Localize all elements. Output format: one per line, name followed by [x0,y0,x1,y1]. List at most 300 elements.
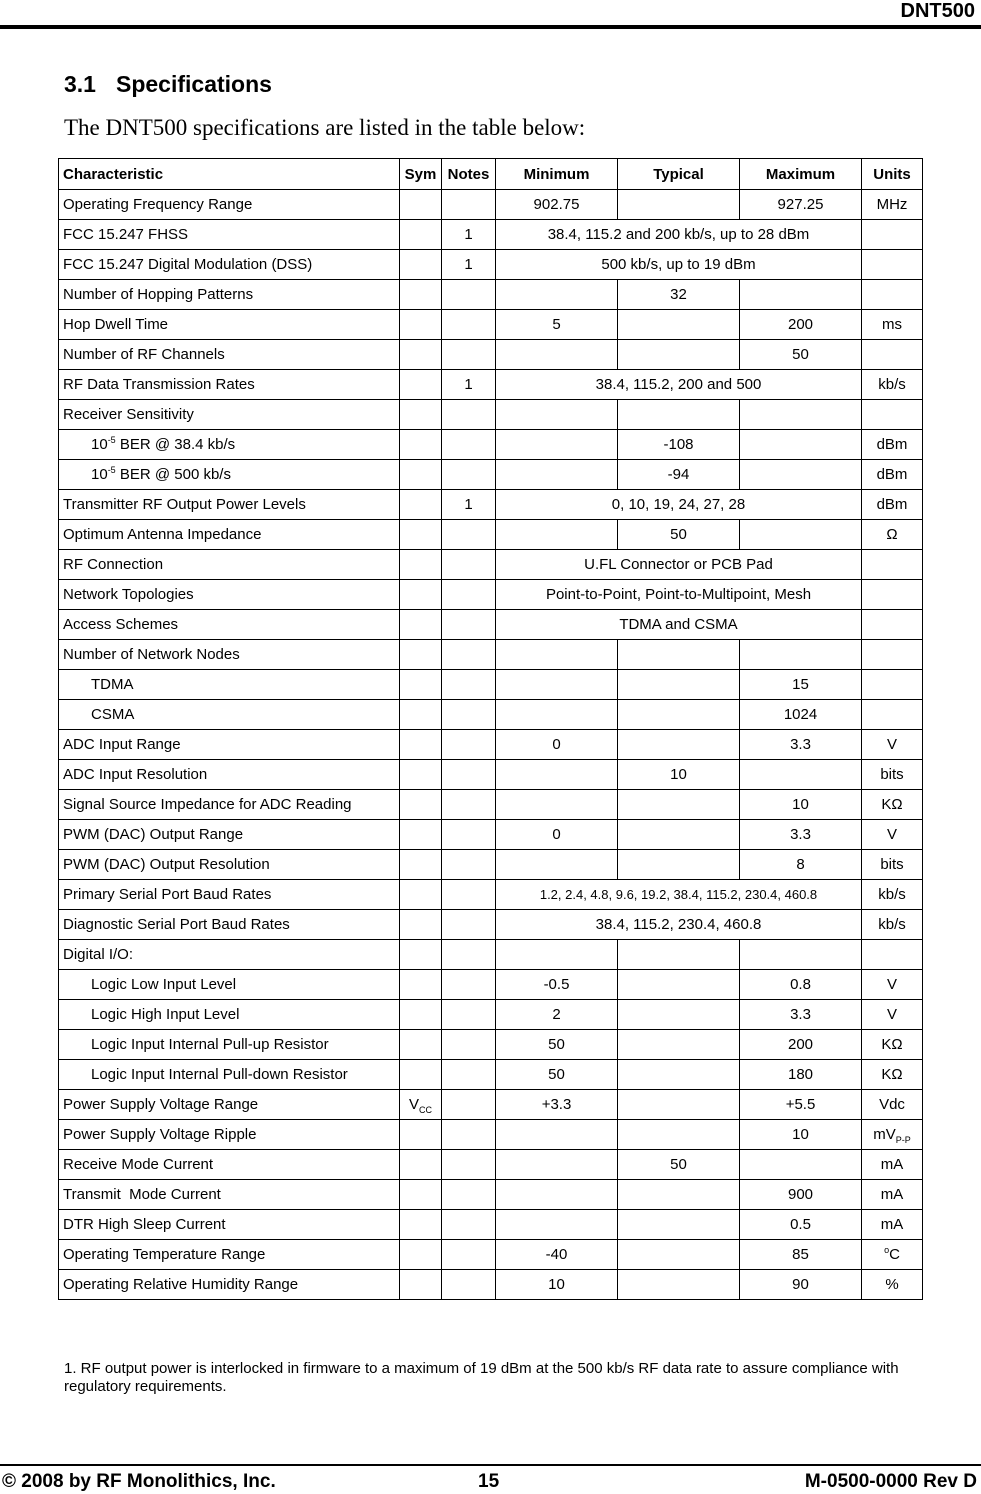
minimum-cell: 10 [496,1270,618,1300]
sym-cell [400,1150,442,1180]
table-row [59,730,923,760]
value-span-cell: Point-to-Point, Point-to-Multipoint, Mesh [496,580,862,610]
value-span-cell: 0, 10, 19, 24, 27, 28 [496,490,862,520]
units-cell [862,220,923,250]
header-typical: Typical [618,159,740,190]
table-row [59,850,923,880]
minimum-cell [496,430,618,460]
minimum-cell [496,460,618,490]
table-row [59,820,923,850]
sym-cell [400,1000,442,1030]
maximum-cell [740,520,862,550]
sym-cell [400,430,442,460]
section-heading [64,70,272,98]
maximum-cell: 3.3 [740,730,862,760]
copyright-text: © 2008 by RF Monolithics, Inc. [2,1471,276,1492]
characteristic-cell: Number of Hopping Patterns [59,280,400,310]
characteristic-cell: Digital I/O: [59,940,400,970]
table-row [59,1210,923,1240]
maximum-cell: 1024 [740,700,862,730]
typical-cell [618,790,740,820]
characteristic-cell: Logic Low Input Level [59,970,400,1000]
maximum-cell [740,430,862,460]
units-cell: KΩ [862,1030,923,1060]
sym-cell [400,670,442,700]
document-title: DNT500 [900,0,975,22]
maximum-cell [740,460,862,490]
characteristic-cell: Operating Frequency Range [59,190,400,220]
units-cell [862,280,923,310]
notes-cell [442,550,496,580]
value-span-cell: 38.4, 115.2 and 200 kb/s, up to 28 dBm [496,220,862,250]
characteristic-cell: Access Schemes [59,610,400,640]
notes-cell [442,1000,496,1030]
section-number: 3.1 [64,71,96,97]
sym-cell [400,1120,442,1150]
minimum-cell [496,520,618,550]
units-cell: dBm [862,490,923,520]
table-row [59,670,923,700]
characteristic-cell: CSMA [59,700,400,730]
table-row [59,1000,923,1030]
typical-cell [618,1270,740,1300]
characteristic-cell: Logic Input Internal Pull-down Resistor [59,1060,400,1090]
notes-cell [442,460,496,490]
units-cell [862,670,923,700]
notes-cell [442,520,496,550]
minimum-cell: 5 [496,310,618,340]
notes-cell: 1 [442,250,496,280]
characteristic-cell: Diagnostic Serial Port Baud Rates [59,910,400,940]
sym-cell [400,640,442,670]
minimum-cell: 50 [496,1030,618,1060]
typical-cell [618,850,740,880]
sym-cell [400,580,442,610]
table-row [59,1240,923,1270]
sym-cell [400,400,442,430]
units-cell [862,640,923,670]
degree-symbol: o [884,1245,890,1255]
units-cell: KΩ [862,790,923,820]
maximum-cell: 10 [740,1120,862,1150]
typical-cell: 50 [618,1150,740,1180]
notes-cell [442,940,496,970]
units-cell [862,610,923,640]
typical-cell [618,700,740,730]
notes-cell [442,580,496,610]
typical-cell [618,1240,740,1270]
minimum-cell: 902.75 [496,190,618,220]
minimum-cell [496,1210,618,1240]
intro-text: The DNT500 specifications are listed in the table below: [64,115,586,140]
notes-cell [442,790,496,820]
typical-cell: 32 [618,280,740,310]
characteristic-cell: Primary Serial Port Baud Rates [59,880,400,910]
ber-base: 10 [91,466,108,483]
notes-cell [442,820,496,850]
maximum-cell: 50 [740,340,862,370]
table-row [59,310,923,340]
notes-cell: 1 [442,490,496,520]
notes-cell [442,1240,496,1270]
notes-cell [442,760,496,790]
units-cell: V [862,1000,923,1030]
notes-cell [442,850,496,880]
minimum-cell: 0 [496,820,618,850]
characteristic-cell: Logic Input Internal Pull-up Resistor [59,1030,400,1060]
sym-cell [400,250,442,280]
units-cell [862,550,923,580]
maximum-cell [740,760,862,790]
characteristic-cell: Power Supply Voltage Ripple [59,1120,400,1150]
table-row [59,880,923,910]
notes-cell [442,1060,496,1090]
notes-cell [442,700,496,730]
notes-cell [442,910,496,940]
units-cell: dBm [862,430,923,460]
minimum-cell [496,340,618,370]
notes-cell [442,280,496,310]
value-span-cell: 1.2, 2.4, 4.8, 9.6, 19.2, 38.4, 115.2, 230.4, 460.8 [496,880,862,910]
characteristic-cell: Transmitter RF Output Power Levels [59,490,400,520]
units-celsius: C [889,1246,900,1263]
ber-base: 10 [91,436,108,453]
ber-label: BER @ 38.4 kb/s [115,436,236,453]
characteristic-cell: Hop Dwell Time [59,310,400,340]
sym-cell [400,520,442,550]
table-row [59,190,923,220]
notes-cell: 1 [442,370,496,400]
units-cell [862,340,923,370]
typical-cell [618,730,740,760]
units-cell [862,580,923,610]
notes-cell [442,400,496,430]
minimum-cell [496,790,618,820]
units-cell: MHz [862,190,923,220]
sym-cell [400,850,442,880]
ber-exponent: -5 [107,435,116,445]
maximum-cell: 10 [740,790,862,820]
notes-cell [442,640,496,670]
minimum-cell: -0.5 [496,970,618,1000]
table-row [59,760,923,790]
sym-cell [400,340,442,370]
typical-cell [618,190,740,220]
minimum-cell [496,850,618,880]
value-span-cell: 38.4, 115.2, 200 and 500 [496,370,862,400]
minimum-cell: 2 [496,1000,618,1030]
maximum-cell: 3.3 [740,820,862,850]
sym-cell [400,700,442,730]
units-cell: dBm [862,460,923,490]
characteristic-cell: Network Topologies [59,580,400,610]
table-row [59,610,923,640]
units-cell: Vdc [862,1090,923,1120]
characteristic-cell: Signal Source Impedance for ADC Reading [59,790,400,820]
notes-cell [442,310,496,340]
value-span-cell: 38.4, 115.2, 230.4, 460.8 [496,910,862,940]
sym-cell [400,940,442,970]
minimum-cell [496,280,618,310]
characteristic-cell: Optimum Antenna Impedance [59,520,400,550]
ber-label: BER @ 500 kb/s [115,466,231,483]
sym-cell [400,220,442,250]
typical-cell: 10 [618,760,740,790]
sym-cell [400,880,442,910]
typical-cell [618,640,740,670]
units-cell: mA [862,1210,923,1240]
typical-cell [618,1120,740,1150]
typical-cell [618,1030,740,1060]
table-row [59,700,923,730]
sym-cell [400,760,442,790]
notes-cell [442,970,496,1000]
units-cell [862,940,923,970]
header-minimum: Minimum [496,159,618,190]
table-row [59,550,923,580]
minimum-cell [496,640,618,670]
table-row [59,1030,923,1060]
specifications-table [58,158,923,1300]
characteristic-cell: PWM (DAC) Output Resolution [59,850,400,880]
units-cell: ms [862,310,923,340]
maximum-cell [740,640,862,670]
units-cell: kb/s [862,880,923,910]
notes-cell [442,610,496,640]
minimum-cell [496,700,618,730]
units-cell: kb/s [862,910,923,940]
units-cell: bits [862,760,923,790]
minimum-cell: 0 [496,730,618,760]
notes-cell [442,1090,496,1120]
table-row [59,1120,923,1150]
characteristic-cell: FCC 15.247 Digital Modulation (DSS) [59,250,400,280]
characteristic-cell: TDMA [59,670,400,700]
table-row [59,250,923,280]
minimum-cell [496,400,618,430]
table-row [59,430,923,460]
notes-cell [442,190,496,220]
units-subscript: P-P [895,1135,911,1145]
sym-cell [400,370,442,400]
characteristic-cell: Logic High Input Level [59,1000,400,1030]
table-row [59,1150,923,1180]
footer-rule [0,1464,981,1466]
section-title: Specifications [116,71,272,97]
page-number: 15 [478,1471,500,1492]
maximum-cell: 8 [740,850,862,880]
header-maximum: Maximum [740,159,862,190]
units-cell: V [862,820,923,850]
units-cell: % [862,1270,923,1300]
units-cell: V [862,970,923,1000]
table-row [59,580,923,610]
typical-cell [618,340,740,370]
characteristic-cell: Number of RF Channels [59,340,400,370]
notes-cell [442,1120,496,1150]
minimum-cell [496,1180,618,1210]
maximum-cell: 900 [740,1180,862,1210]
maximum-cell: +5.5 [740,1090,862,1120]
table-row [59,520,923,550]
units-cell: V [862,730,923,760]
sym-cell [400,970,442,1000]
typical-cell [618,400,740,430]
units-cell: KΩ [862,1060,923,1090]
table-header-row [59,159,923,190]
table-row [59,910,923,940]
header-rule [0,25,981,29]
sym-cell [400,550,442,580]
minimum-cell [496,940,618,970]
characteristic-cell: RF Data Transmission Rates [59,370,400,400]
sym-cell [400,1240,442,1270]
notes-cell [442,1180,496,1210]
maximum-cell [740,940,862,970]
typical-cell: -108 [618,430,740,460]
sym-cell [400,460,442,490]
maximum-cell: 0.8 [740,970,862,1000]
table-row [59,640,923,670]
header-characteristic: Characteristic [59,159,400,190]
maximum-cell: 85 [740,1240,862,1270]
table-footnote: 1. RF output power is interlocked in firmware to a maximum of 19 dBm at the 500 kb/s RF data rate to assure compliance with regulatory requirements. [64,1360,899,1395]
units-cell [862,1120,923,1150]
units-cell: mA [862,1180,923,1210]
table-row [59,400,923,430]
maximum-cell [740,400,862,430]
table-row [59,280,923,310]
minimum-cell [496,760,618,790]
maximum-cell: 180 [740,1060,862,1090]
table-row [59,340,923,370]
characteristic-cell [59,460,400,490]
maximum-cell: 0.5 [740,1210,862,1240]
table-row [59,1060,923,1090]
minimum-cell: +3.3 [496,1090,618,1120]
maximum-cell: 200 [740,310,862,340]
notes-cell [442,1030,496,1060]
header-sym: Sym [400,159,442,190]
maximum-cell: 90 [740,1270,862,1300]
characteristic-cell: PWM (DAC) Output Range [59,820,400,850]
characteristic-cell: Transmit Mode Current [59,1180,400,1210]
typical-cell: 50 [618,520,740,550]
maximum-cell: 927.25 [740,190,862,220]
typical-cell [618,1210,740,1240]
table-row [59,940,923,970]
characteristic-cell: Receive Mode Current [59,1150,400,1180]
sym-base: V [408,1096,419,1113]
characteristic-cell: RF Connection [59,550,400,580]
page-footer [0,1470,981,1494]
minimum-cell [496,1120,618,1150]
notes-cell [442,430,496,460]
header-notes: Notes [442,159,496,190]
characteristic-cell [59,430,400,460]
maximum-cell: 3.3 [740,1000,862,1030]
maximum-cell: 15 [740,670,862,700]
units-cell: Ω [862,520,923,550]
sym-cell [400,1090,442,1120]
maximum-cell: 200 [740,1030,862,1060]
maximum-cell [740,1150,862,1180]
sym-cell [400,310,442,340]
units-cell: mA [862,1150,923,1180]
minimum-cell [496,670,618,700]
sym-cell [400,280,442,310]
notes-cell: 1 [442,220,496,250]
typical-cell [618,1090,740,1120]
sym-cell [400,1060,442,1090]
table-row [59,490,923,520]
table-row [59,460,923,490]
table-row [59,790,923,820]
units-cell [862,250,923,280]
sym-cell [400,730,442,760]
characteristic-cell: Operating Temperature Range [59,1240,400,1270]
minimum-cell: 50 [496,1060,618,1090]
characteristic-cell: ADC Input Range [59,730,400,760]
notes-cell [442,730,496,760]
units-base: mV [873,1126,896,1143]
table-row [59,970,923,1000]
typical-cell [618,1180,740,1210]
characteristic-cell: FCC 15.247 FHSS [59,220,400,250]
maximum-cell [740,280,862,310]
units-cell [862,400,923,430]
characteristic-cell: ADC Input Resolution [59,760,400,790]
table-row [59,220,923,250]
units-cell [862,1240,923,1270]
characteristic-cell: Operating Relative Humidity Range [59,1270,400,1300]
notes-cell [442,340,496,370]
sym-cell [400,1030,442,1060]
sym-subscript: CC [419,1105,432,1115]
typical-cell [618,1060,740,1090]
table-row [59,1270,923,1300]
sym-cell [400,790,442,820]
units-cell [862,700,923,730]
typical-cell [618,1000,740,1030]
characteristic-cell: Receiver Sensitivity [59,400,400,430]
sym-cell [400,1180,442,1210]
notes-cell [442,1270,496,1300]
table-row [59,1180,923,1210]
ber-exponent: -5 [107,465,116,475]
header-units: Units [862,159,923,190]
sym-cell [400,610,442,640]
typical-cell [618,820,740,850]
value-span-cell: 500 kb/s, up to 19 dBm [496,250,862,280]
typical-cell [618,670,740,700]
table-row [59,370,923,400]
sym-cell [400,1270,442,1300]
typical-cell [618,940,740,970]
units-cell: bits [862,850,923,880]
minimum-cell: -40 [496,1240,618,1270]
value-span-cell: TDMA and CSMA [496,610,862,640]
characteristic-cell: Power Supply Voltage Range [59,1090,400,1120]
minimum-cell [496,1150,618,1180]
sym-cell [400,490,442,520]
notes-cell [442,1150,496,1180]
typical-cell [618,970,740,1000]
characteristic-cell: DTR High Sleep Current [59,1210,400,1240]
value-span-cell: U.FL Connector or PCB Pad [496,550,862,580]
characteristic-cell: Number of Network Nodes [59,640,400,670]
sym-cell [400,910,442,940]
